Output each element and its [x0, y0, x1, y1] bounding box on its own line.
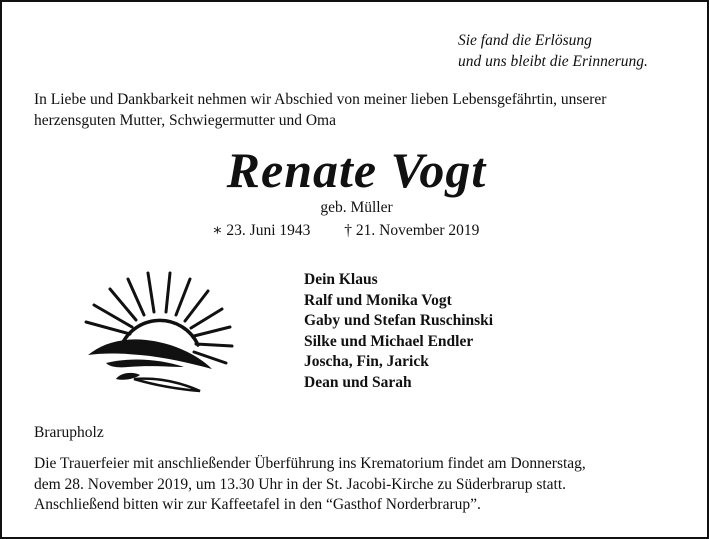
funeral-info [34, 454, 704, 516]
death-date: † 21. November 2019 [344, 222, 480, 239]
intro-text [34, 89, 694, 131]
mourners-list [304, 270, 493, 394]
epitaph-line-1: Sie fand die Erlösung [458, 32, 592, 49]
mourner-item: Silke und Michael Endler [304, 332, 474, 350]
deceased-name: Renate Vogt [226, 142, 487, 198]
place-name: Brarupholz [34, 424, 104, 441]
mourner-item: Gaby und Stefan Ruschinski [304, 312, 494, 330]
funeral-line-2: dem 28. November 2019, um 13.30 Uhr in der St. Jacobi-Kirche zu Süderbrarup statt. [34, 475, 567, 493]
mourner-item: Dein Klaus [304, 271, 378, 288]
rising-sun-over-hills-icon [80, 267, 250, 397]
epitaph-line-2: und uns bleibt die Erinnerung. [458, 53, 648, 70]
mourner-item: Dean und Sarah [304, 373, 412, 391]
intro-line-1: In Liebe und Dankbarkeit nehmen wir Abschied von meiner lieben Lebensgefährtin, unserer [34, 91, 607, 108]
funeral-line-3: Anschließend bitten wir zur Kaffeetafel in den “Gasthof Norderbrarup”. [34, 496, 481, 514]
mourner-item: Ralf und Monika Vogt [304, 291, 452, 309]
birth-date: ∗ 23. Juni 1943 [212, 222, 311, 239]
mourner-item: Joscha, Fin, Jarick [304, 353, 429, 371]
life-dates [212, 221, 479, 241]
funeral-line-1: Die Trauerfeier mit anschließender Überführung ins Krematorium findet am Donnerstag, [34, 455, 586, 472]
epitaph-quote [458, 30, 648, 72]
intro-line-2: herzensguten Mutter, Schwiegermutter und Oma [34, 112, 336, 129]
maiden-name: geb. Müller [320, 199, 393, 216]
